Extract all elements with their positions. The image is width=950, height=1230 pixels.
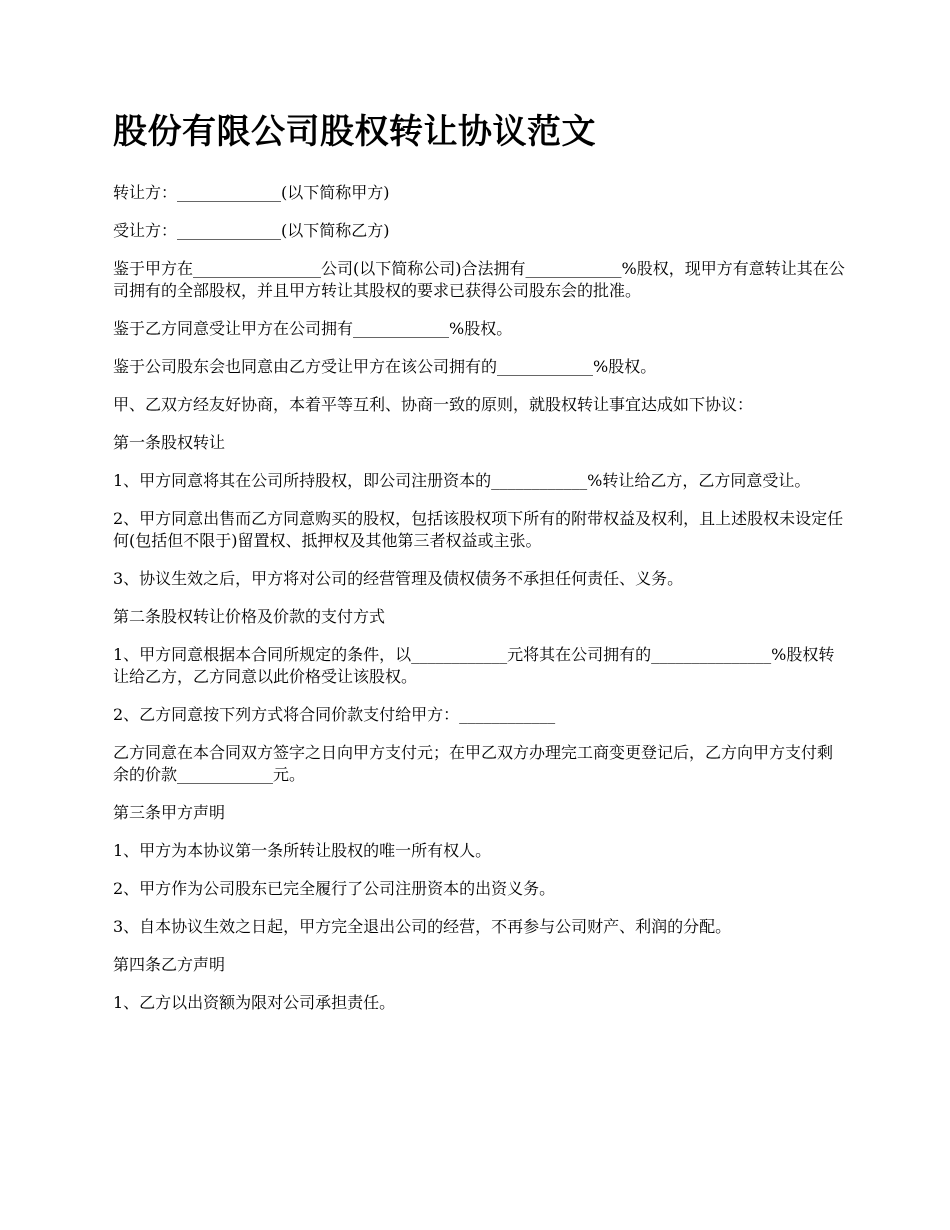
article-2-payment-terms: 乙方同意在本合同双方签字之日向甲方支付元；在甲乙双方办理完工商变更登记后，乙方向甲方支付剩余的价款____________元。 [113,743,834,784]
article-3-heading: 第三条甲方声明 [113,803,226,822]
article-1-heading: 第一条股权转让 [113,433,226,452]
recital-shareholders-consent: 鉴于公司股东会也同意由乙方受让甲方在该公司拥有的____________%股权。 [113,357,657,376]
agreement-intro: 甲、乙双方经友好协商，本着平等互利、协商一致的原则，就股权转让事宜达成如下协议： [113,395,754,414]
article-1-clause-3: 3、协议生效之后，甲方将对公司的经营管理及债权债务不承担任何责任、义务。 [113,569,684,588]
transferee-line: 受让方：_____________(以下简称乙方) [113,221,390,240]
recital-transferee-consent: 鉴于乙方同意受让甲方在公司拥有____________%股权。 [113,319,513,338]
article-2-clause-1: 1、甲方同意根据本合同所规定的条件，以____________元将其在公司拥有的_______________%股权转让给乙方，乙方同意以此价格受让该股权。 [113,645,835,686]
article-2-clause-2: 2、乙方同意按下列方式将合同价款支付给甲方：____________ [113,705,556,724]
article-3-clause-3: 3、自本协议生效之日起，甲方完全退出公司的经营，不再参与公司财产、利润的分配。 [113,917,732,936]
transferor-line: 转让方：_____________(以下简称甲方) [113,183,390,202]
document-title: 股份有限公司股权转让协议范文 [113,112,596,152]
article-4-heading: 第四条乙方声明 [113,955,226,974]
article-1-clause-1: 1、甲方同意将其在公司所持股权，即公司注册资本的____________%转让给乙方，乙方同意受让。 [113,471,811,490]
article-2-heading: 第二条股权转让价格及价款的支付方式 [113,607,386,626]
article-4-clause-1: 1、乙方以出资额为限对公司承担责任。 [113,993,396,1012]
recital-ownership: 鉴于甲方在________________公司(以下简称公司)合法拥有____________%股权，现甲方有意转让其在公司拥有的全部股权，并且甲方转让其股权的要求已获得公司股东会的批准。 [113,259,845,300]
article-3-clause-2: 2、甲方作为公司股东已完全履行了公司注册资本的出资义务。 [113,879,556,898]
article-3-clause-1: 1、甲方为本协议第一条所转让股权的唯一所有权人。 [113,841,492,860]
article-1-clause-2: 2、甲方同意出售而乙方同意购买的股权，包括该股权项下所有的附带权益及权利，且上述股权未设定任何(包括但不限于)留置权、抵押权及其他第三者权益或主张。 [113,509,844,550]
